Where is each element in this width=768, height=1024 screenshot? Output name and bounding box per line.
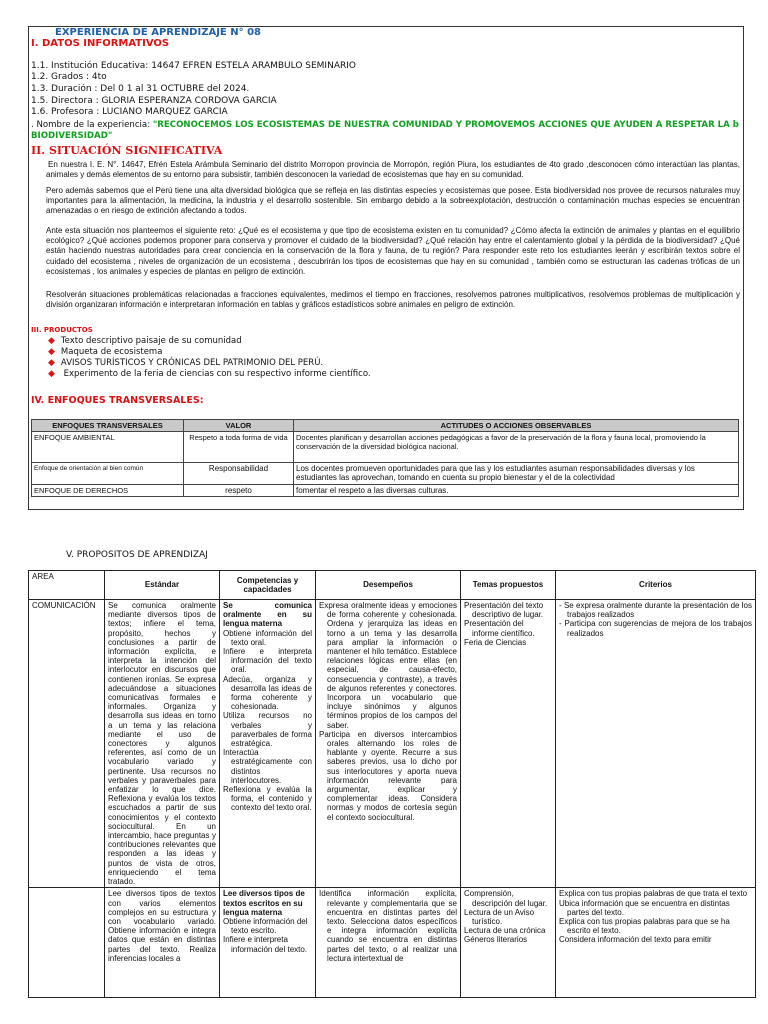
table-cell-standard: Lee diversos tipos de textos con varios elementos complejos en su estructura y con vocabulario variado. Obtiene información e integra datos que están en distintas partes del texto. Realiza inferencias locales a — [105, 888, 220, 998]
table-header-row — [29, 571, 756, 600]
table-row — [29, 600, 756, 888]
table-cell: Los docentes promueven oportunidades para que las y los estudiantes asuman responsabilidades diversas y los estudiantes las aprovechan, tomando en cuenta su propio bienestar y el de la colectividad — [294, 463, 739, 485]
table-cell-competence: Se comunica oralmente en su lengua materna Obtiene información del texto oral. Infiere e interpreta información del texto oral. Adecúa, organiza y desarrolla las ideas de forma coherente y cohesionada. Utiliza recursos no verbales y paraverbales de forma estratégica. Interactúa estratégicamente con distintos interlocutores. Reflexiona y evalúa la forma, el contenido y contexto del texto oral. — [220, 600, 316, 888]
table-cell: ENFOQUE AMBIENTAL — [32, 432, 184, 463]
table-cell-standard: Se comunica oralmente mediante diversos tipos de textos; infiere el tema, propósito, hechos y conclusiones a partir de información explícita, e interpreta la intención del interlocutor en discursos que contienen ironías. Se expresa adecuándose a situaciones comunicativas formales e informales. Organiza y desarrolla sus ideas en torno a un tema y las relaciona mediante el uso de conectores y algunos referentes, así como de un vocabulario variado y pertinente. Usa recursos no verbales y paraverbales para enfatizar lo que dice. Reflexiona y evalúa los textos escuchados a partir de sus conocimientos y el contexto sociocultural. En un intercambio, hace preguntas y contribuciones relevantes que responden a las ideas y puntos de vista de otros, enriqueciendo el tema tratado. — [105, 600, 220, 888]
list-item: ◆ Maqueta de ecosistema — [48, 347, 163, 357]
table-cell-criteria: - Se expresa oralmente durante la presentación de los trabajos realizados - Participa con sugerencias de mejora de los trabajos realizados — [556, 600, 756, 888]
table-cell: respeto — [184, 485, 294, 497]
diamond-bullet-icon: ◆ — [48, 358, 55, 368]
experience-title: EXPERIENCIA DE APRENDIZAJE N° 08 — [55, 27, 261, 38]
table-row — [29, 888, 756, 998]
experience-name — [31, 120, 739, 130]
table-cell: Docentes planifican y desarrollan acciones pedagógicas a favor de la preservación de la flora y fauna local, promoviendo la conservación de la diversidad biológica nacional. — [294, 432, 739, 463]
purposes-table — [28, 570, 756, 998]
table-cell-topics: Presentación del texto descriptivo de lugar. Presentación del informe científico. Feria de Ciencias — [461, 600, 556, 888]
experience-name-value: "RECONOCEMOS LOS ECOSISTEMAS DE NUESTRA COMUNIDAD Y PROMOVEMOS ACCIONES QUE AYUDEN A RESPETAR LA b — [152, 120, 739, 130]
table-cell: Enfoque de orientación al bien común — [32, 463, 184, 485]
table-header-cell: Competencias y capacidades — [220, 571, 316, 600]
section-title-datos: I. DATOS INFORMATIVOS — [31, 38, 170, 49]
situation-paragraph-1: En nuestra I. E. N°. 14647, Efrén Estela Arámbula Seminario del distrito Morropon provincia de Morropón, región Piura, los estudiantes de 4to grado ,desconocen cómo interactúan las plantas, animales y demás elementos de su entorno para subsistir, también desconocen la variedad de ecosistemas que hay en su comunidad. — [46, 160, 740, 180]
table-header-row — [32, 420, 739, 432]
table-header-cell: AREA — [29, 571, 105, 600]
table-row — [32, 432, 739, 463]
table-header-cell: VALOR — [184, 420, 294, 432]
transversal-table — [31, 419, 739, 497]
table-header-cell: Temas propuestos — [461, 571, 556, 600]
info-line-director: 1.5. Directora : GLORIA ESPERANZA CORDOVA GARCIA — [31, 96, 277, 106]
situation-paragraph-4: Resolverán situaciones problemáticas relacionadas a fracciones equivalentes, medimos el tiempo en fracciones, resolvemos patrones multiplicativos, resolvemos problemas de multiplicación y división organizaran información e interpretaran información en tablas y gráficos estadísticos sobre animales en peligro de extinción. — [46, 290, 740, 310]
table-cell: ENFOQUE DE DERECHOS — [32, 485, 184, 497]
table-cell: fomentar el respeto a las diversas culturas. — [294, 485, 739, 497]
table-cell-area: COMUNICACIÓN — [29, 600, 105, 888]
info-line-teacher: 1.6. Profesora : LUCIANO MARQUEZ GARCIA — [31, 107, 228, 117]
table-cell-performance: Identifica información explícita, relevante y complementaria que se encuentra en distintas partes del texto. Selecciona datos específicos e integra información explícita cuando se encuentra en distintas partes del texto, o al realizar una lectura intertextual de — [316, 888, 461, 998]
table-cell: Responsabilidad — [184, 463, 294, 485]
situation-paragraph-3: Ante esta situación nos planteemos el siguiente reto: ¿Qué es el ecosistema y que tipo de ecosistema existen en tu comunidad? ¿Cómo afecta la extinción de animales y plantas en el equilibrio ecológico? ¿Qué acciones podemos proponer para conserva y promover el cuidado de la biodiversidad? ¿Qué relación hay entre el calentamiento global y la pérdida de la biodiversidad? ¿Qué están haciendo nuestras autoridades para crear conciencia en la conservación de la flora y fauna, de tu región? Para responder este reto los estudiantes leerán y escribirán textos sobre el cuidado del ecosistema , niveles de organización de un ecosistema , descubrirán los tipos de ecosistemas que hay en su comunidad , también como se estructuran las cadenas tróficas de un ecosistemas , los animales y especies de plantas en peligro de extinción. — [46, 226, 740, 276]
info-line-institution: 1.1. Institución Educativa: 14647 EFREN ESTELA ARAMBULO SEMINARIO — [31, 61, 356, 71]
list-item: ◆ Experimento de la feria de ciencias con su respectivo informe científico. — [48, 369, 371, 379]
products-list — [48, 336, 371, 380]
diamond-bullet-icon: ◆ — [48, 336, 55, 346]
situation-paragraph-2: Pero además sabemos que el Perú tiene una alta diversidad biológica que se refleja en las distintas especies y ecosistemas que posee. Esta biodiversidad nos provee de recursos naturales muy importantes para la alimentación, la medicina, la industria y el desarrollo sostenible. Sin embargo debido a la sobreexplotación, destrucción o contaminación muchas especies se encuentran amenazadas o en riesgo de extinción afectando a todos. — [46, 186, 740, 216]
table-header-cell: ENFOQUES TRANSVERSALES — [32, 420, 184, 432]
table-row — [32, 485, 739, 497]
table-row — [32, 463, 739, 485]
table-cell-criteria: Explica con tus propias palabras de que trata el texto Ubica información que se encuentra en distintas partes del texto. Explica con tus propias palabras para que se ha escrito el texto. Considera información del texto para emitir — [556, 888, 756, 998]
info-line-duration: 1.3. Duración : Del 0 1 al 31 OCTUBRE del 2024. — [31, 84, 250, 94]
section-title-propositos: V. PROPOSITOS DE APRENDIZAJ — [66, 550, 208, 560]
table-cell-competence: Lee diversos tipos de textos escritos en su lengua materna Obtiene información del texto escrito. Infiere e interpreta información del texto. — [220, 888, 316, 998]
table-cell-topics: Comprensión, descripción del lugar. Lectura de un Aviso turístico. Lectura de una crónica Géneros literarios — [461, 888, 556, 998]
info-line-grade: 1.2. Grados : 4to — [31, 72, 107, 82]
table-header-cell: ACTITUDES O ACCIONES OBSERVABLES — [294, 420, 739, 432]
list-item: ◆ AVISOS TURÍSTICOS Y CRÓNICAS DEL PATRIMONIO DEL PERÚ. — [48, 358, 324, 368]
table-cell: Respeto a toda forma de vida — [184, 432, 294, 463]
table-header-cell: Criterios — [556, 571, 756, 600]
diamond-bullet-icon: ◆ — [48, 347, 55, 357]
experience-name-label: . Nombre de la experiencia: — [31, 120, 153, 130]
section-title-enfoques: IV. ENFOQUES TRANSVERSALES: — [31, 395, 204, 406]
diamond-bullet-icon: ◆ — [48, 369, 55, 379]
table-cell-area — [29, 888, 105, 998]
section-title-productos: III. PRODUCTOS — [31, 326, 93, 334]
list-item: ◆ Texto descriptivo paisaje de su comunidad — [48, 336, 242, 346]
section-title-situacion: II. SITUACIÓN SIGNIFICATIVA — [31, 144, 223, 157]
table-header-cell: Estándar — [105, 571, 220, 600]
table-header-cell: Desempeños — [316, 571, 461, 600]
experience-name-continuation: BIODIVERSIDAD" — [31, 131, 113, 141]
table-cell-performance: Expresa oralmente ideas y emociones de forma coherente y cohesionada. Ordena y jerarquiza las ideas en torno a un tema y las desarrolla para ampliar la información o mantener el hilo temático. Establece relaciones lógicas entre ellas (en especial, de causa-efecto, consecuencia y contraste), a través de algunos referentes y conectores. Incorpora un vocabulario que incluye sinónimos y algunos términos propios de los campos del saber. Participa en diversos intercambios orales alternando los roles de hablante y oyente. Recurre a sus saberes previos, usa lo dicho por sus interlocutores y aporta nueva información relevante para argumentar, explicar y complementar ideas. Considera normas y modos de cortesía según el contexto sociocultural. — [316, 600, 461, 888]
